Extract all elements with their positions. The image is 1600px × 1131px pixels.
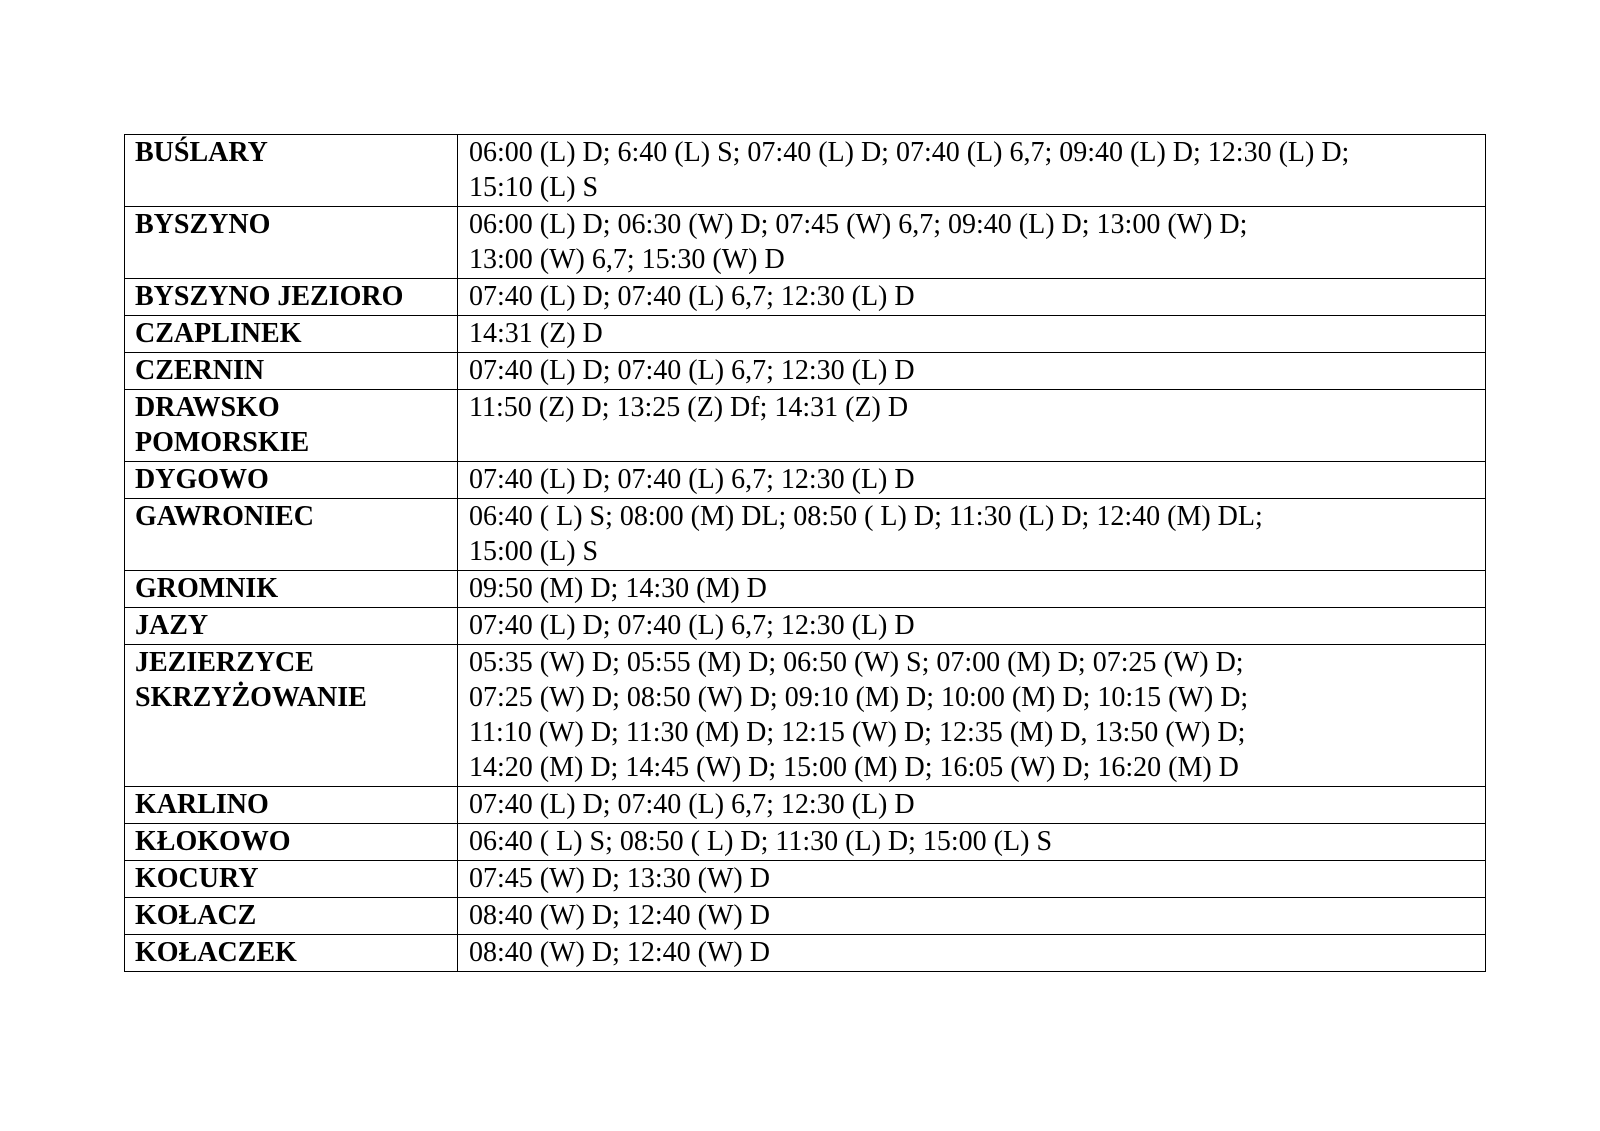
departure-times-cell (458, 135, 1486, 207)
stop-name-cell (125, 316, 458, 353)
timetable-body (125, 135, 1486, 972)
table-row (125, 898, 1486, 935)
stop-name: BUŚLARY (135, 137, 268, 168)
stop-name: CZERNIN (135, 355, 265, 386)
departure-times-line: 07:40 (L) D; 07:40 (L) 6,7; 12:30 (L) D (469, 610, 915, 641)
timetable (124, 134, 1486, 972)
departure-times-line: 06:40 ( L) S; 08:50 ( L) D; 11:30 (L) D; 15:00 (L) S (469, 826, 1053, 857)
table-row (125, 353, 1486, 390)
stop-name-cell (125, 279, 458, 316)
departure-times-cell (458, 462, 1486, 499)
table-row (125, 861, 1486, 898)
table-row (125, 135, 1486, 207)
departure-times-line: 11:50 (Z) D; 13:25 (Z) Df; 14:31 (Z) D (469, 392, 909, 423)
stop-name: BYSZYNO JEZIORO (135, 281, 404, 312)
stop-name-cell (125, 787, 458, 824)
stop-name: KARLINO (135, 789, 269, 820)
departure-times-cell (458, 935, 1486, 972)
departure-times-cell (458, 787, 1486, 824)
departure-times-line: 14:31 (Z) D (469, 318, 603, 349)
table-row (125, 279, 1486, 316)
departure-times-line: 14:20 (M) D; 14:45 (W) D; 15:00 (M) D; 16:05 (W) D; 16:20 (M) D (469, 752, 1239, 783)
departure-times-cell (458, 608, 1486, 645)
table-row (125, 935, 1486, 972)
stop-name-cell (125, 645, 458, 787)
stop-name: DRAWSKO POMORSKIE (135, 392, 310, 458)
table-row (125, 462, 1486, 499)
departure-times-cell (458, 207, 1486, 279)
departure-times-cell (458, 353, 1486, 390)
stop-name-cell (125, 861, 458, 898)
departure-times-cell (458, 645, 1486, 787)
stop-name: KOCURY (135, 863, 259, 894)
departure-times-line: 07:45 (W) D; 13:30 (W) D (469, 863, 770, 894)
departure-times-line: 13:00 (W) 6,7; 15:30 (W) D (469, 244, 785, 275)
departure-times-line: 05:35 (W) D; 05:55 (M) D; 06:50 (W) S; 07:00 (M) D; 07:25 (W) D; (469, 647, 1244, 678)
stop-name-cell (125, 135, 458, 207)
stop-name-cell (125, 898, 458, 935)
stop-name: KOŁACZEK (135, 937, 297, 968)
departure-times-line: 15:00 (L) S (469, 536, 599, 567)
stop-name-cell (125, 499, 458, 571)
stop-name-cell (125, 353, 458, 390)
departure-times-line: 09:50 (M) D; 14:30 (M) D (469, 573, 767, 604)
departure-times-line: 15:10 (L) S (469, 172, 599, 203)
stop-name: GAWRONIEC (135, 501, 314, 532)
stop-name-cell (125, 608, 458, 645)
table-row (125, 316, 1486, 353)
stop-name: JEZIERZYCE SKRZYŻOWANIE (135, 647, 367, 713)
stop-name-cell (125, 390, 458, 462)
stop-name: CZAPLINEK (135, 318, 302, 349)
stop-name-cell (125, 824, 458, 861)
stop-name-cell (125, 207, 458, 279)
table-row (125, 207, 1486, 279)
stop-name: DYGOWO (135, 464, 269, 495)
departure-times-line: 08:40 (W) D; 12:40 (W) D (469, 937, 770, 968)
departure-times-cell (458, 316, 1486, 353)
departure-times-cell (458, 861, 1486, 898)
stop-name-cell (125, 462, 458, 499)
stop-name: JAZY (135, 610, 209, 641)
departure-times-line: 08:40 (W) D; 12:40 (W) D (469, 900, 770, 931)
departure-times-line: 06:00 (L) D; 06:30 (W) D; 07:45 (W) 6,7; 09:40 (L) D; 13:00 (W) D; (469, 209, 1248, 240)
table-row (125, 499, 1486, 571)
departure-times-line: 07:40 (L) D; 07:40 (L) 6,7; 12:30 (L) D (469, 464, 915, 495)
departure-times-line: 07:40 (L) D; 07:40 (L) 6,7; 12:30 (L) D (469, 281, 915, 312)
departure-times-cell (458, 824, 1486, 861)
departure-times-line: 07:40 (L) D; 07:40 (L) 6,7; 12:30 (L) D (469, 789, 915, 820)
departure-times-line: 07:40 (L) D; 07:40 (L) 6,7; 12:30 (L) D (469, 355, 915, 386)
departure-times-cell (458, 279, 1486, 316)
table-row (125, 824, 1486, 861)
table-row (125, 787, 1486, 824)
departure-times-cell (458, 898, 1486, 935)
table-row (125, 390, 1486, 462)
departure-times-line: 06:00 (L) D; 6:40 (L) S; 07:40 (L) D; 07:40 (L) 6,7; 09:40 (L) D; 12:30 (L) D; (469, 137, 1350, 168)
departure-times-cell (458, 571, 1486, 608)
table-row (125, 608, 1486, 645)
departure-times-line: 07:25 (W) D; 08:50 (W) D; 09:10 (M) D; 10:00 (M) D; 10:15 (W) D; (469, 682, 1249, 713)
stop-name: KOŁACZ (135, 900, 257, 931)
departure-times-line: 06:40 ( L) S; 08:00 (M) DL; 08:50 ( L) D; 11:30 (L) D; 12:40 (M) DL; (469, 501, 1263, 532)
stop-name-cell (125, 935, 458, 972)
stop-name: BYSZYNO (135, 209, 271, 240)
stop-name: GROMNIK (135, 573, 279, 604)
departure-times-cell (458, 499, 1486, 571)
departure-times-line: 11:10 (W) D; 11:30 (M) D; 12:15 (W) D; 12:35 (M) D, 13:50 (W) D; (469, 717, 1246, 748)
stop-name-cell (125, 571, 458, 608)
table-row (125, 571, 1486, 608)
stop-name: KŁOKOWO (135, 826, 291, 857)
table-row (125, 645, 1486, 787)
departure-times-cell (458, 390, 1486, 462)
